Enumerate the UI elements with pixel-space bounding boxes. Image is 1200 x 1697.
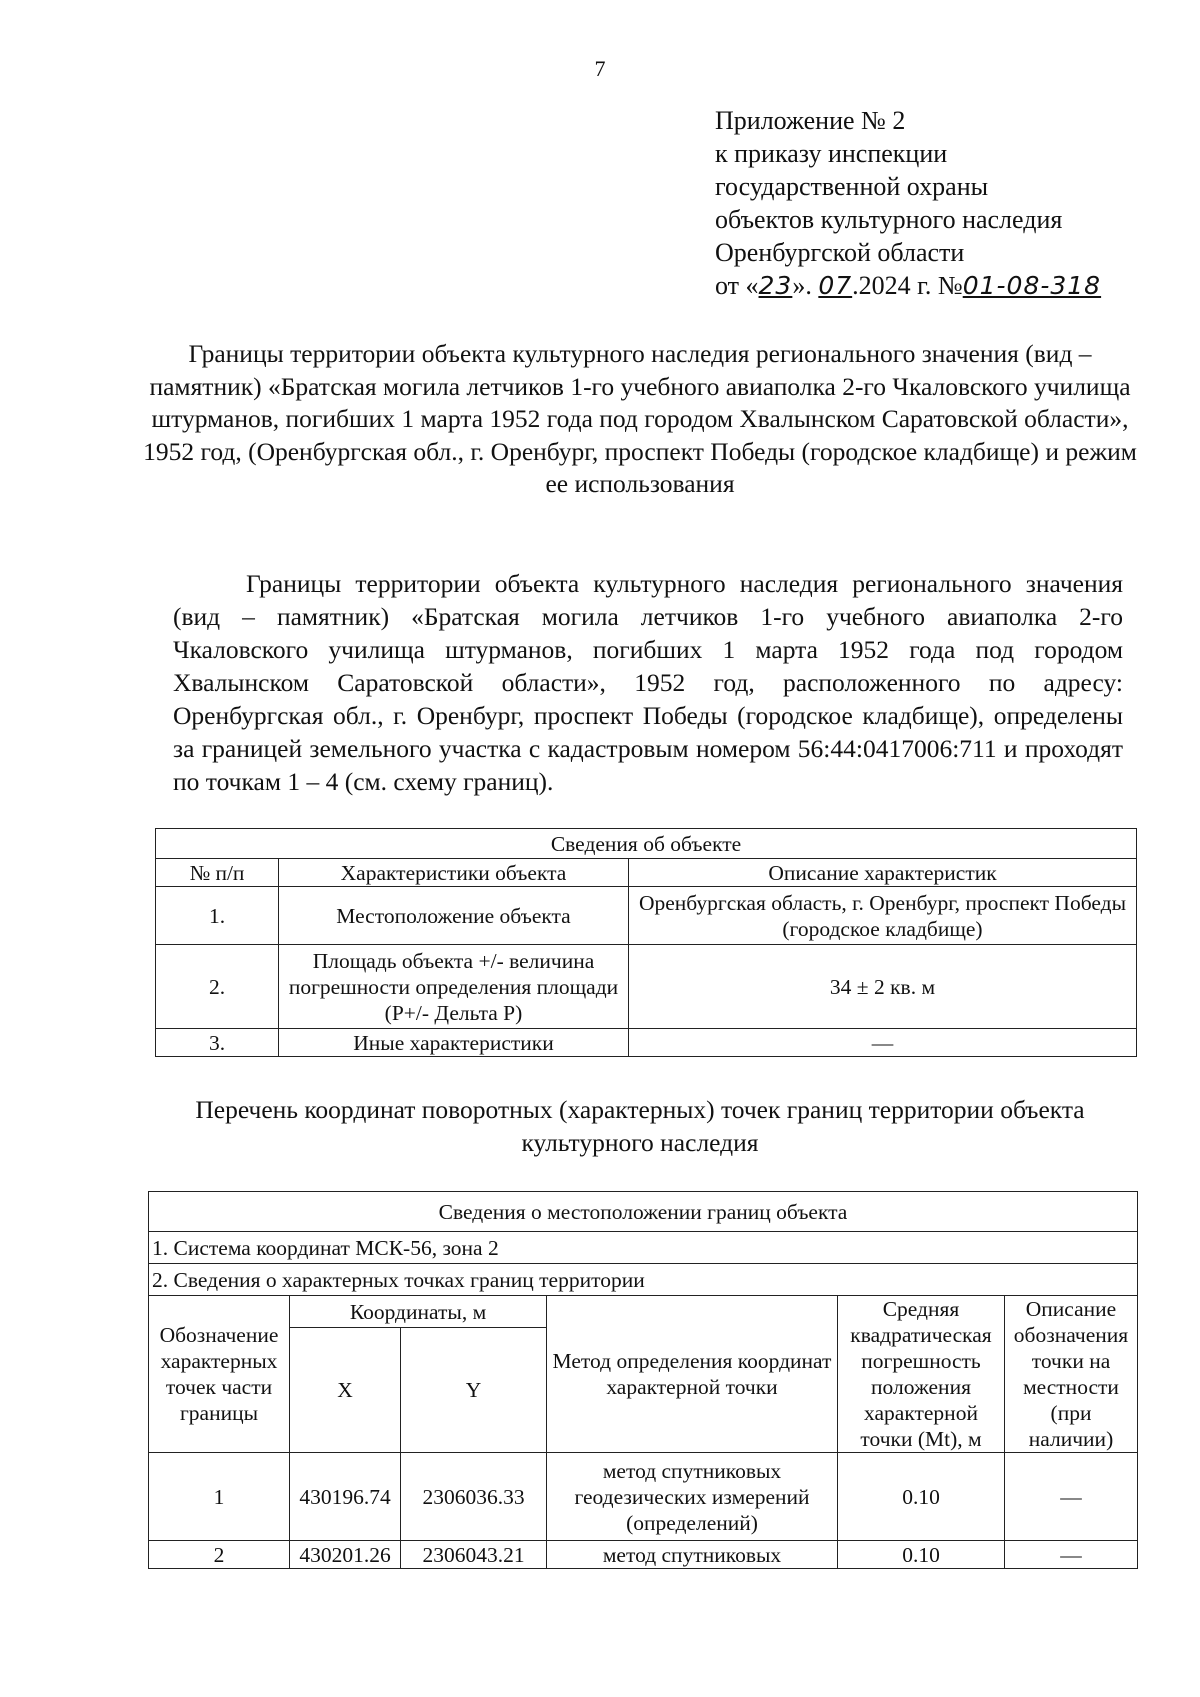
- body-paragraph: Границы территории объекта культурного наследия регионального значения (вид – памятник) «Братская могила летчиков 1-го учебного авиаполка 2-го Чкаловского училища штурманов, погибших 1 марта 1952 года под городом Хвалынском Саратовской области», 1952 год, расположенного по адресу: Оренбургская обл., г. Оренбург, проспект Победы (городское кладбище), определены за границей земельного участка с кадастровым номером 56:44:0417006:711 и проходят по точкам 1 – 4 (см. схему границ).: [173, 569, 1123, 796]
- column-header: Y: [401, 1328, 547, 1453]
- table-cell: 3.: [156, 1029, 279, 1057]
- table-cell: —: [1005, 1541, 1138, 1569]
- date-year: .2024 г. №: [852, 271, 963, 300]
- column-header: Метод определения координат характерной точки: [547, 1296, 838, 1453]
- table-cell: Площадь объекта +/- величина погрешности определения площади (Р+/- Дельта Р): [279, 945, 629, 1029]
- appendix-line: к приказу инспекции: [715, 139, 948, 168]
- order-number: 01-08-318: [962, 271, 1102, 300]
- column-header: Описание обозначения точки на местности (при наличии): [1005, 1296, 1138, 1453]
- coordinate-system: 1. Система координат МСК-56, зона 2: [149, 1232, 1138, 1264]
- table-cell: 34 ± 2 кв. м: [629, 945, 1137, 1029]
- table-caption: Сведения об объекте: [156, 829, 1137, 859]
- appendix-date-line: [715, 269, 1101, 302]
- table-cell: 1: [149, 1453, 290, 1541]
- column-header: Средняя квадратическая погрешность положения характерной точки (Mt), м: [838, 1296, 1005, 1453]
- appendix-line: государственной охраны: [715, 172, 989, 201]
- column-header: № п/п: [156, 859, 279, 887]
- page-number: 7: [594, 56, 606, 81]
- table-cell: 0.10: [838, 1541, 1005, 1569]
- column-header: Обозначение характерных точек части границы: [149, 1296, 290, 1453]
- table-cell: 430196.74: [290, 1453, 401, 1541]
- table-cell: 2306043.21: [401, 1541, 547, 1569]
- date-day: 23: [758, 271, 793, 300]
- table-cell: Местоположение объекта: [279, 887, 629, 945]
- coordinates-section-title: Перечень координат поворотных (характерных) точек границ территории объекта культурного наследия: [195, 1095, 1085, 1157]
- coordinates-table: [148, 1191, 1138, 1569]
- table-cell: 2: [149, 1541, 290, 1569]
- points-caption: 2. Сведения о характерных точках границ территории: [149, 1264, 1138, 1296]
- date-mid: ».: [792, 271, 819, 300]
- column-header: Описание характеристик: [629, 859, 1137, 887]
- table-cell: метод спутниковых: [547, 1541, 838, 1569]
- column-header: Характеристики объекта: [279, 859, 629, 887]
- document-title: Границы территории объекта культурного наследия регионального значения (вид – памятник) «Братская могила летчиков 1-го учебного авиаполка 2-го Чкаловского училища штурманов, погибших 1 марта 1952 года под городом Хвалынском Саратовской области», 1952 год, (Оренбургская обл., г. Оренбург, проспект Победы (городское кладбище) и режим ее использования: [143, 339, 1137, 498]
- table-cell: Иные характеристики: [279, 1029, 629, 1057]
- column-header: X: [290, 1328, 401, 1453]
- date-month: 07: [818, 271, 853, 300]
- table-cell: 1.: [156, 887, 279, 945]
- appendix-block: [715, 104, 1101, 302]
- object-info-table: [155, 828, 1137, 1057]
- appendix-line: объектов культурного наследия: [715, 205, 1063, 234]
- appendix-line: Оренбургской области: [715, 238, 965, 267]
- table-cell: —: [629, 1029, 1137, 1057]
- date-prefix: от «: [715, 271, 759, 300]
- table-cell: метод спутниковых геодезических измерений (определений): [547, 1453, 838, 1541]
- table-cell: 430201.26: [290, 1541, 401, 1569]
- table-cell: 0.10: [838, 1453, 1005, 1541]
- table-cell: 2306036.33: [401, 1453, 547, 1541]
- table-cell: —: [1005, 1453, 1138, 1541]
- appendix-line: Приложение № 2: [715, 106, 906, 135]
- table-cell: Оренбургская область, г. Оренбург, проспект Победы (городское кладбище): [629, 887, 1137, 945]
- column-header: Координаты, м: [290, 1296, 547, 1328]
- table-caption: Сведения о местоположении границ объекта: [149, 1192, 1138, 1232]
- table-cell: 2.: [156, 945, 279, 1029]
